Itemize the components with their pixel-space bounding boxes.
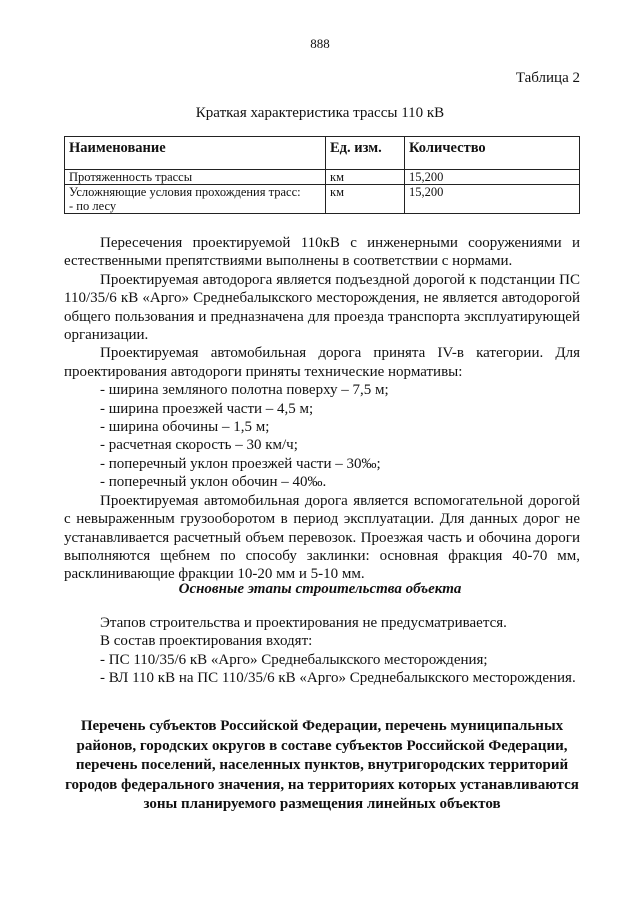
list-item: - ширина земляного полотна поверху – 7,5 м; [100, 382, 389, 399]
paragraph-road-category: Проектируемая автомобильная дорога принята IV-в категории. Для проектирования автодороги приняты технические нормативы: [64, 345, 580, 380]
table-cell-unit: км [326, 170, 405, 185]
paragraph-scope: В состав проектирования входят: [100, 633, 313, 650]
table-row [65, 170, 580, 185]
characteristics-table [64, 136, 580, 214]
list-item: - поперечный уклон обочин – 40‰. [100, 474, 327, 491]
table-header-row [65, 137, 580, 170]
list-item: - расчетная скорость – 30 км/ч; [100, 437, 298, 454]
list-item: - ширина обочины – 1,5 м; [100, 419, 270, 436]
table-cell-name: Протяженность трассы [65, 170, 326, 185]
table-cell-name: Усложняющие условия прохождения трасс: - по лесу [65, 185, 326, 214]
paragraph-intersections: Пересечения проектируемой 110кВ с инженерными сооружениями и естественными препятствиями выполнены в соответствии с нормами. [64, 235, 580, 270]
column-header-name: Наименование [65, 137, 326, 170]
paragraph-road-surface: Проектируемая автомобильная дорога является вспомогательной дорогой с невыраженным грузооборотом в период эксплуатации. Для данных дорог не устанавливается расчетный объем перевозок. Проезжая часть и обочина дороги выполняются щебнем по способу заклинки: основная фракция 40-70 мм, расклинивающие фракции 10-20 мм и 5-10 мм. [64, 492, 580, 583]
column-header-quantity: Количество [405, 137, 580, 170]
body-text-block [64, 234, 580, 584]
section-heading: Основные этапы строительства объекта [178, 581, 462, 597]
table-cell-quantity: 15,200 [405, 170, 580, 185]
table-caption: Краткая характеристика трассы 110 кВ [195, 105, 445, 121]
subjects-list-heading: Перечень субъектов Российской Федерации, перечень муниципальных районов, городских округов в составе субъектов Российской Федерации, перечень поселений, населенных пунктов, внутригородских территорий городов федерального значения, на территориях которых устанавливаются зоны планируемого размещения линейных объектов [65, 718, 579, 812]
table-cell-unit: км [326, 185, 405, 214]
stages-text-block [64, 614, 580, 688]
page-number: 888 [310, 36, 330, 51]
table-cell-quantity: 15,200 [405, 185, 580, 214]
list-item: - ширина проезжей части – 4,5 м; [100, 400, 314, 417]
column-header-unit: Ед. изм. [326, 137, 405, 170]
list-item: - поперечный уклон проезжей части – 30‰; [100, 455, 381, 472]
table-label: Таблица 2 [515, 70, 580, 86]
list-item: - ПС 110/35/6 кВ «Арго» Среднебалыкского месторождения; [100, 651, 488, 668]
paragraph-access-road: Проектируемая автодорога является подъездной дорогой к подстанции ПС 110/35/6 кВ «Арго» Среднебалыкского месторождения, не является автодорогой общего пользования и предназначена для проезда транспорта эксплуатирующей организации. [64, 271, 580, 344]
table-row [65, 185, 580, 214]
paragraph-stages: Этапов строительства и проектирования не предусматривается. [100, 615, 507, 631]
list-item: - ВЛ 110 кВ на ПС 110/35/6 кВ «Арго» Среднебалыкского месторождения. [100, 670, 576, 687]
